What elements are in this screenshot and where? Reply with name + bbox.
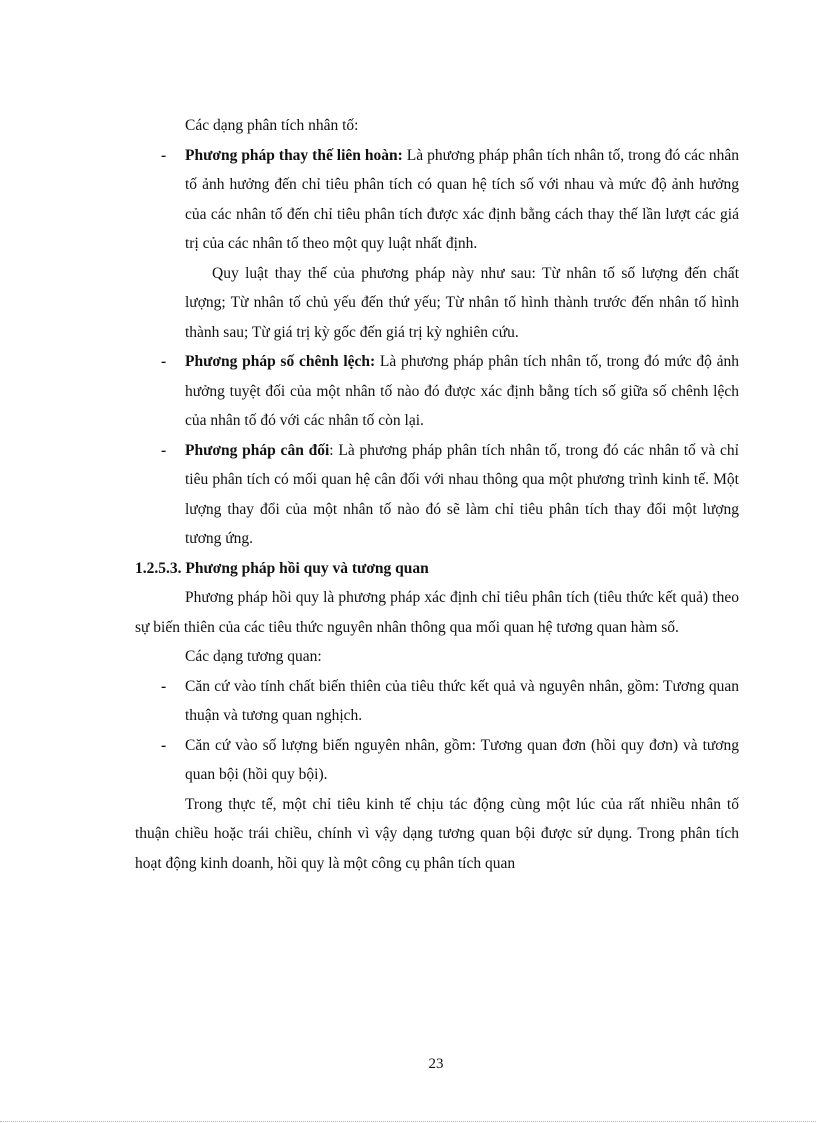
bullet-dash: - [161,736,167,754]
regression-paragraph: Phương pháp hồi quy là phương pháp xác định chỉ tiêu phân tích (tiêu thức kết quả) theo sự biến thiên của các tiêu thức nguyên nhân thông qua mối quan hệ tương quan hàm số. [135,589,739,636]
page-number: 23 [428,1056,444,1072]
bullet-dash: - [161,353,167,370]
intro-text: Các dạng phân tích nhân tố: [185,117,359,134]
bullet-text: : Là phương pháp phân tích nhân tố, trong đó các nhân tố và chỉ tiêu phân tích có mối quan hệ cân đối với nhau thông qua một phương trình kinh tế. Một lượng thay đổi của một nhân tố nào đó sẽ làm chỉ tiêu phân tích thay đổi một lượng tương ứng. [185,441,739,547]
bullet-dash: - [161,146,167,164]
closing-paragraph: Trong thực tế, một chỉ tiêu kinh tế chịu tác động cùng một lúc của rất nhiều nhân tố thuận chiều hoặc trái chiều, chính vì vậy dạng tương quan bội được sử dụng. Trong phân tích hoạt động kinh doanh, hồi quy là một công cụ phân tích quan [135,795,739,872]
page-content [135,111,739,878]
bullet-text: Là phương pháp phân tích nhân tố, trong đó các nhân tố ảnh hưởng đến chỉ tiêu phân tích có quan hệ tích số với nhau và mức độ ảnh hưởng của các nhân tố đến chỉ tiêu phân tích được xác định bằng cách thay thế lần lượt các giá trị của các nhân tố theo một quy luật nhất định. [185,146,739,252]
correlation-types-intro: Các dạng tương quan: [185,648,322,665]
bullet-dash: - [161,441,167,459]
bullet-term: Phương pháp cân đối [185,441,330,459]
bullet-text: Căn cứ vào số lượng biến nguyên nhân, gồm: Tương quan đơn (hồi quy đơn) và tương quan bội (hồi quy bội). [185,736,739,783]
bullet-item-difference [161,347,739,436]
bullet-item-substitution [161,141,739,259]
substitution-rule-paragraph: Quy luật thay thế của phương pháp này như sau: Từ nhân tố số lượng đến chất lượng; Từ nhân tố chủ yếu đến thứ yếu; Từ nhân tố hình thành trước đến nhân tố hình thành sau; Từ giá trị kỳ gốc đến giá trị kỳ nghiên cứu. [185,264,739,341]
bullet-term: Phương pháp thay thế liên hoàn: [185,146,403,164]
bullet-item-correlation-nature [161,672,739,731]
section-heading: 1.2.5.3. Phương pháp hồi quy và tương quan [135,559,429,577]
bullet-item-balance [161,436,739,554]
page-bottom-divider [0,1121,816,1122]
bullet-text: Là phương pháp phân tích nhân tố, trong đó mức độ ảnh hưởng tuyệt đối của một nhân tố nào đó được xác định bằng tích số giữa số chênh lệch của nhân tố đó với các nhân tố còn lại. [185,353,739,429]
bullet-text: Căn cứ vào tính chất biến thiên của tiêu thức kết quả và nguyên nhân, gồm: Tương quan thuận và tương quan nghịch. [185,677,739,724]
bullet-dash: - [161,677,167,695]
bullet-term: Phương pháp số chênh lệch: [185,353,376,370]
bullet-item-correlation-count [161,731,739,790]
